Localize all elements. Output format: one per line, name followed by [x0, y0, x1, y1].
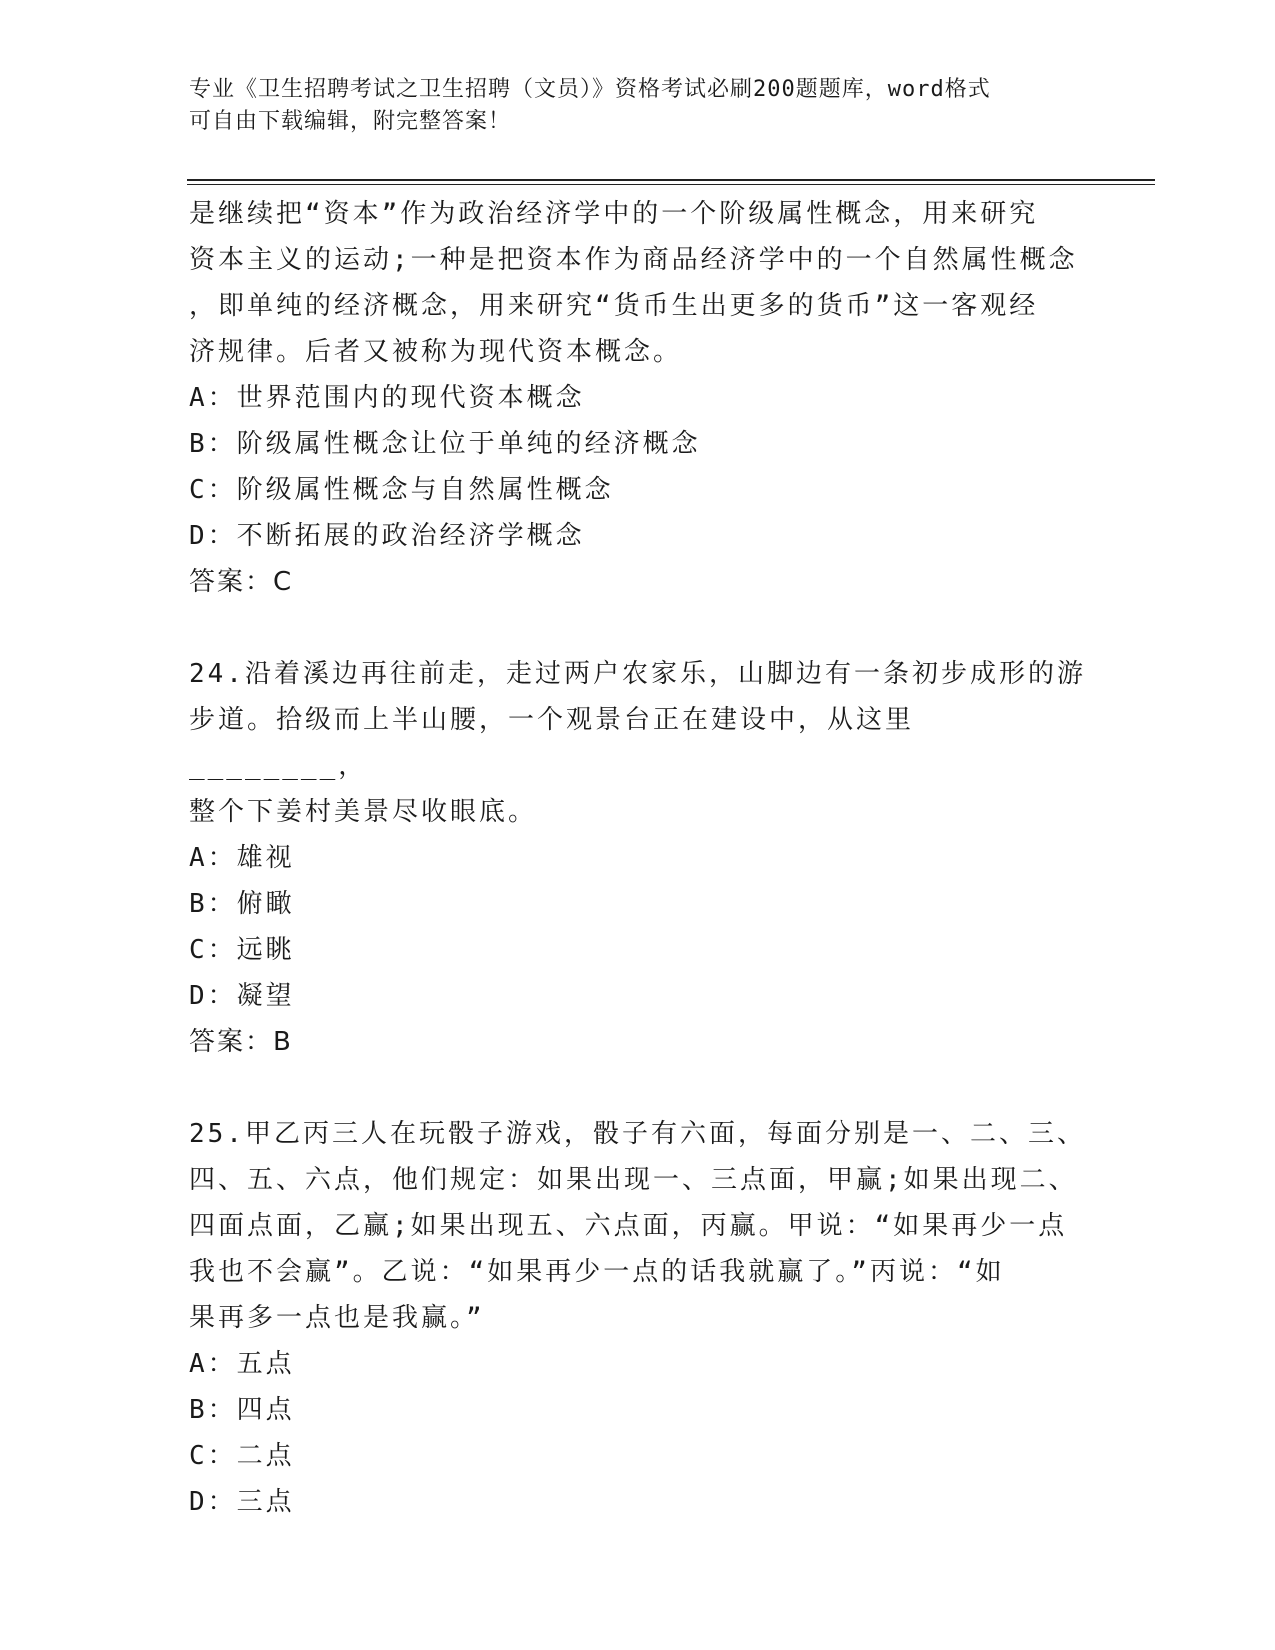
- option-c: C：二点: [189, 1441, 295, 1471]
- question-25: [189, 1111, 1089, 1525]
- question-24: [189, 651, 1089, 1065]
- question-stem-line: 步道。拾级而上半山腰，一个观景台正在建设中，从这里________，: [189, 705, 915, 781]
- question-stem-line: 资本主义的运动;一种是把资本作为商品经济学中的一个自然属性概念: [189, 245, 1078, 275]
- header-divider-thin: [187, 184, 1155, 185]
- question-stem-line: 四、五、六点，他们规定：如果出现一、三点面，甲赢;如果出现二、: [189, 1165, 1078, 1195]
- document-header: [189, 74, 1089, 138]
- option-a: A：世界范围内的现代资本概念: [189, 383, 585, 413]
- question-stem-line: 25.甲乙丙三人在玩骰子游戏，骰子有六面，每面分别是一、二、三、: [189, 1119, 1086, 1149]
- option-c: C：阶级属性概念与自然属性概念: [189, 475, 614, 505]
- question-23: [189, 191, 1089, 605]
- option-a: A：雄视: [189, 843, 295, 873]
- spacer: [189, 605, 1089, 651]
- header-divider-thick: [187, 179, 1155, 181]
- option-d: D：凝望: [189, 981, 295, 1011]
- option-b: B：俯瞰: [189, 889, 295, 919]
- option-b: B：阶级属性概念让位于单纯的经济概念: [189, 429, 701, 459]
- header-title-line-1: 专业《卫生招聘考试之卫生招聘（文员）》资格考试必刷200题题库，word格式: [189, 77, 991, 102]
- question-stem-line: ，即单纯的经济概念，用来研究“货币生出更多的货币”这一客观经: [189, 291, 1039, 321]
- question-stem-line: 我也不会赢”。乙说：“如果再少一点的话我就赢了。”丙说：“如: [189, 1257, 1005, 1287]
- question-stem-line: 24.沿着溪边再往前走，走过两户农家乐，山脚边有一条初步成形的游: [189, 659, 1086, 689]
- option-d: D：不断拓展的政治经济学概念: [189, 521, 585, 551]
- option-d: D：三点: [189, 1487, 295, 1517]
- question-stem-line: 济规律。后者又被称为现代资本概念。: [189, 337, 683, 367]
- question-stem-line: 整个下姜村美景尽收眼底。: [189, 797, 538, 827]
- answer-line: 答案：C: [189, 567, 294, 597]
- answer-line: 答案：B: [189, 1027, 293, 1057]
- header-title-line-2: 可自由下载编辑，附完整答案！: [189, 109, 512, 134]
- option-c: C：远眺: [189, 935, 295, 965]
- document-body: [189, 191, 1089, 1525]
- question-stem-line: 是继续把“资本”作为政治经济学中的一个阶级属性概念，用来研究: [189, 199, 1039, 229]
- question-stem-line: 果再多一点也是我赢。”: [189, 1303, 485, 1333]
- option-b: B：四点: [189, 1395, 295, 1425]
- spacer: [189, 1065, 1089, 1111]
- question-stem-line: 四面点面，乙赢;如果出现五、六点面，丙赢。甲说：“如果再少一点: [189, 1211, 1068, 1241]
- option-a: A：五点: [189, 1349, 295, 1379]
